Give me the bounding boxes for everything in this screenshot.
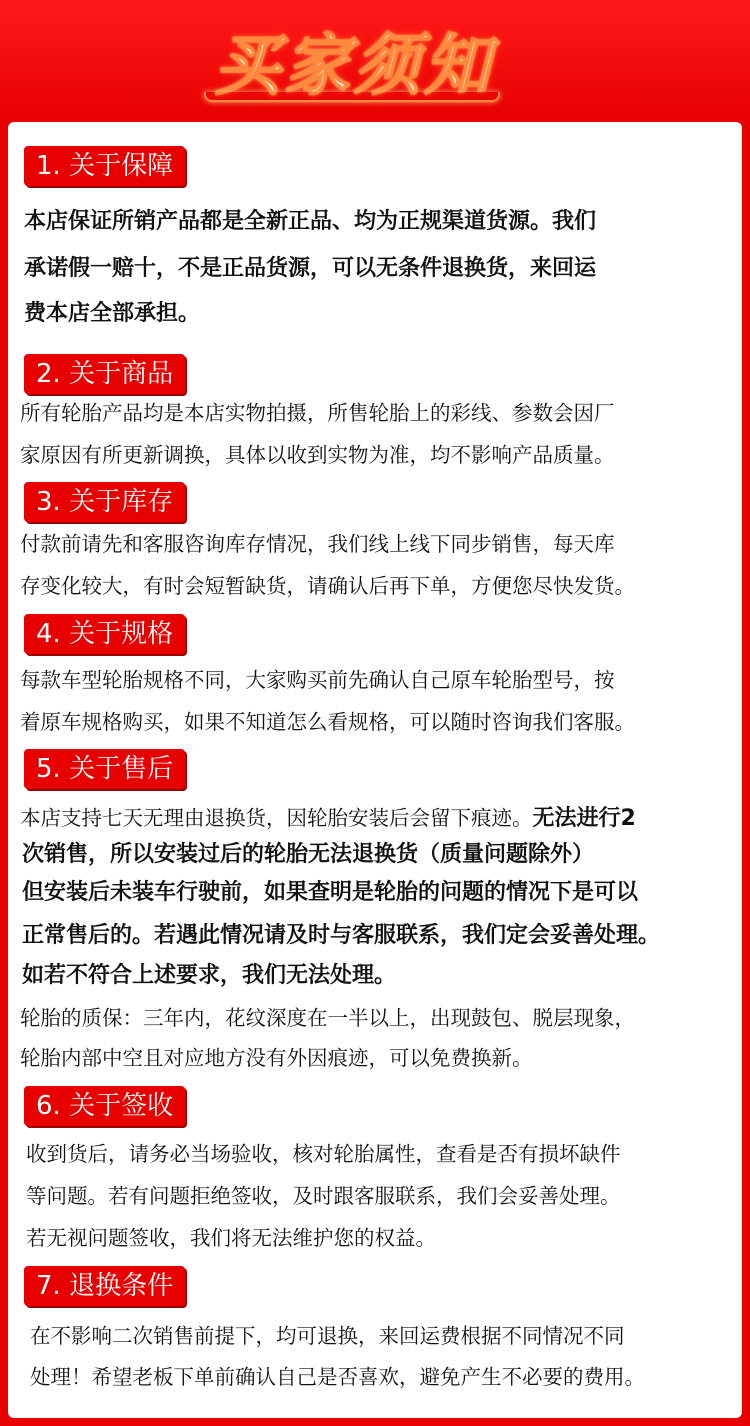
- section-heading-guarantee: 1. 关于保障: [24, 146, 185, 186]
- page-title: 买家须知: [214, 26, 494, 104]
- after-sales-bold-line: 但安装后未装车行驶前，如果查明是轮胎的问题的情况下是可以: [22, 880, 639, 905]
- after-sales-bold-text: 无法进行2: [532, 806, 636, 831]
- section-heading-products: 2. 关于商品: [24, 354, 185, 394]
- guarantee-line: 承诺假一赔十，不是正品货源，可以无条件退换货，来回运: [24, 256, 597, 281]
- guarantee-line: 费本店全部承担。: [24, 301, 201, 326]
- warranty-line: 轮胎的质保：三年内，花纹深度在一半以上，出现鼓包、脱层现象，: [20, 1006, 635, 1030]
- inventory-line: 存变化较大，有时会短暂缺货，请确认后再下单，方便您尽快发货。: [20, 574, 635, 598]
- section-heading-specs: 4. 关于规格: [24, 614, 185, 654]
- returns-line: 在不影响二次销售前提下，均可退换，来回运费根据不同情况不同: [30, 1324, 625, 1348]
- products-line: 所有轮胎产品均是本店实物拍摄，所售轮胎上的彩线、参数会因厂: [20, 401, 615, 425]
- title-underline-decoration: [204, 92, 500, 102]
- section-heading-after-sales: 5. 关于售后: [24, 749, 185, 789]
- after-sales-bold-line: 次销售，所以安装过后的轮胎无法退换货（质量问题除外）: [22, 842, 595, 867]
- section-heading-inventory: 3. 关于库存: [24, 482, 185, 522]
- specs-line: 每款车型轮胎规格不同，大家购买前先确认自己原车轮胎型号，按: [20, 668, 615, 692]
- after-sales-bold-line: 正常售后的。若遇此情况请及时与客服联系，我们定会妥善处理。: [22, 923, 661, 948]
- inventory-line: 付款前请先和客服咨询库存情况，我们线上线下同步销售，每天库: [20, 532, 615, 556]
- returns-line: 处理！希望老板下单前确认自己是否喜欢，避免产生不必要的费用。: [30, 1365, 645, 1389]
- signing-line: 等问题。若有问题拒绝签收，及时跟客服联系，我们会妥善处理。: [26, 1184, 621, 1208]
- signing-line: 若无视问题签收，我们将无法维护您的权益。: [26, 1226, 436, 1250]
- products-line: 家原因有所更新调换，具体以收到实物为准，均不影响产品质量。: [20, 443, 615, 467]
- signing-line: 收到货后，请务必当场验收，核对轮胎属性，查看是否有损坏缺件: [26, 1142, 621, 1166]
- guarantee-line: 本店保证所销产品都是全新正品、均为正规渠道货源。我们: [24, 209, 597, 234]
- section-heading-signing: 6. 关于签收: [24, 1086, 185, 1126]
- after-sales-regular-text: 本店支持七天无理由退换货，因轮胎安装后会留下痕迹。: [20, 806, 533, 830]
- title-logo: [196, 8, 512, 110]
- warranty-line: 轮胎内部中空且对应地方没有外因痕迹，可以免费换新。: [20, 1046, 533, 1070]
- section-heading-returns: 7. 退换条件: [24, 1266, 185, 1306]
- header-banner: [0, 0, 750, 122]
- after-sales-bold-line: 如若不符合上述要求，我们无法处理。: [22, 963, 397, 988]
- specs-line: 着原车规格购买，如果不知道怎么看规格，可以随时咨询我们客服。: [20, 710, 635, 734]
